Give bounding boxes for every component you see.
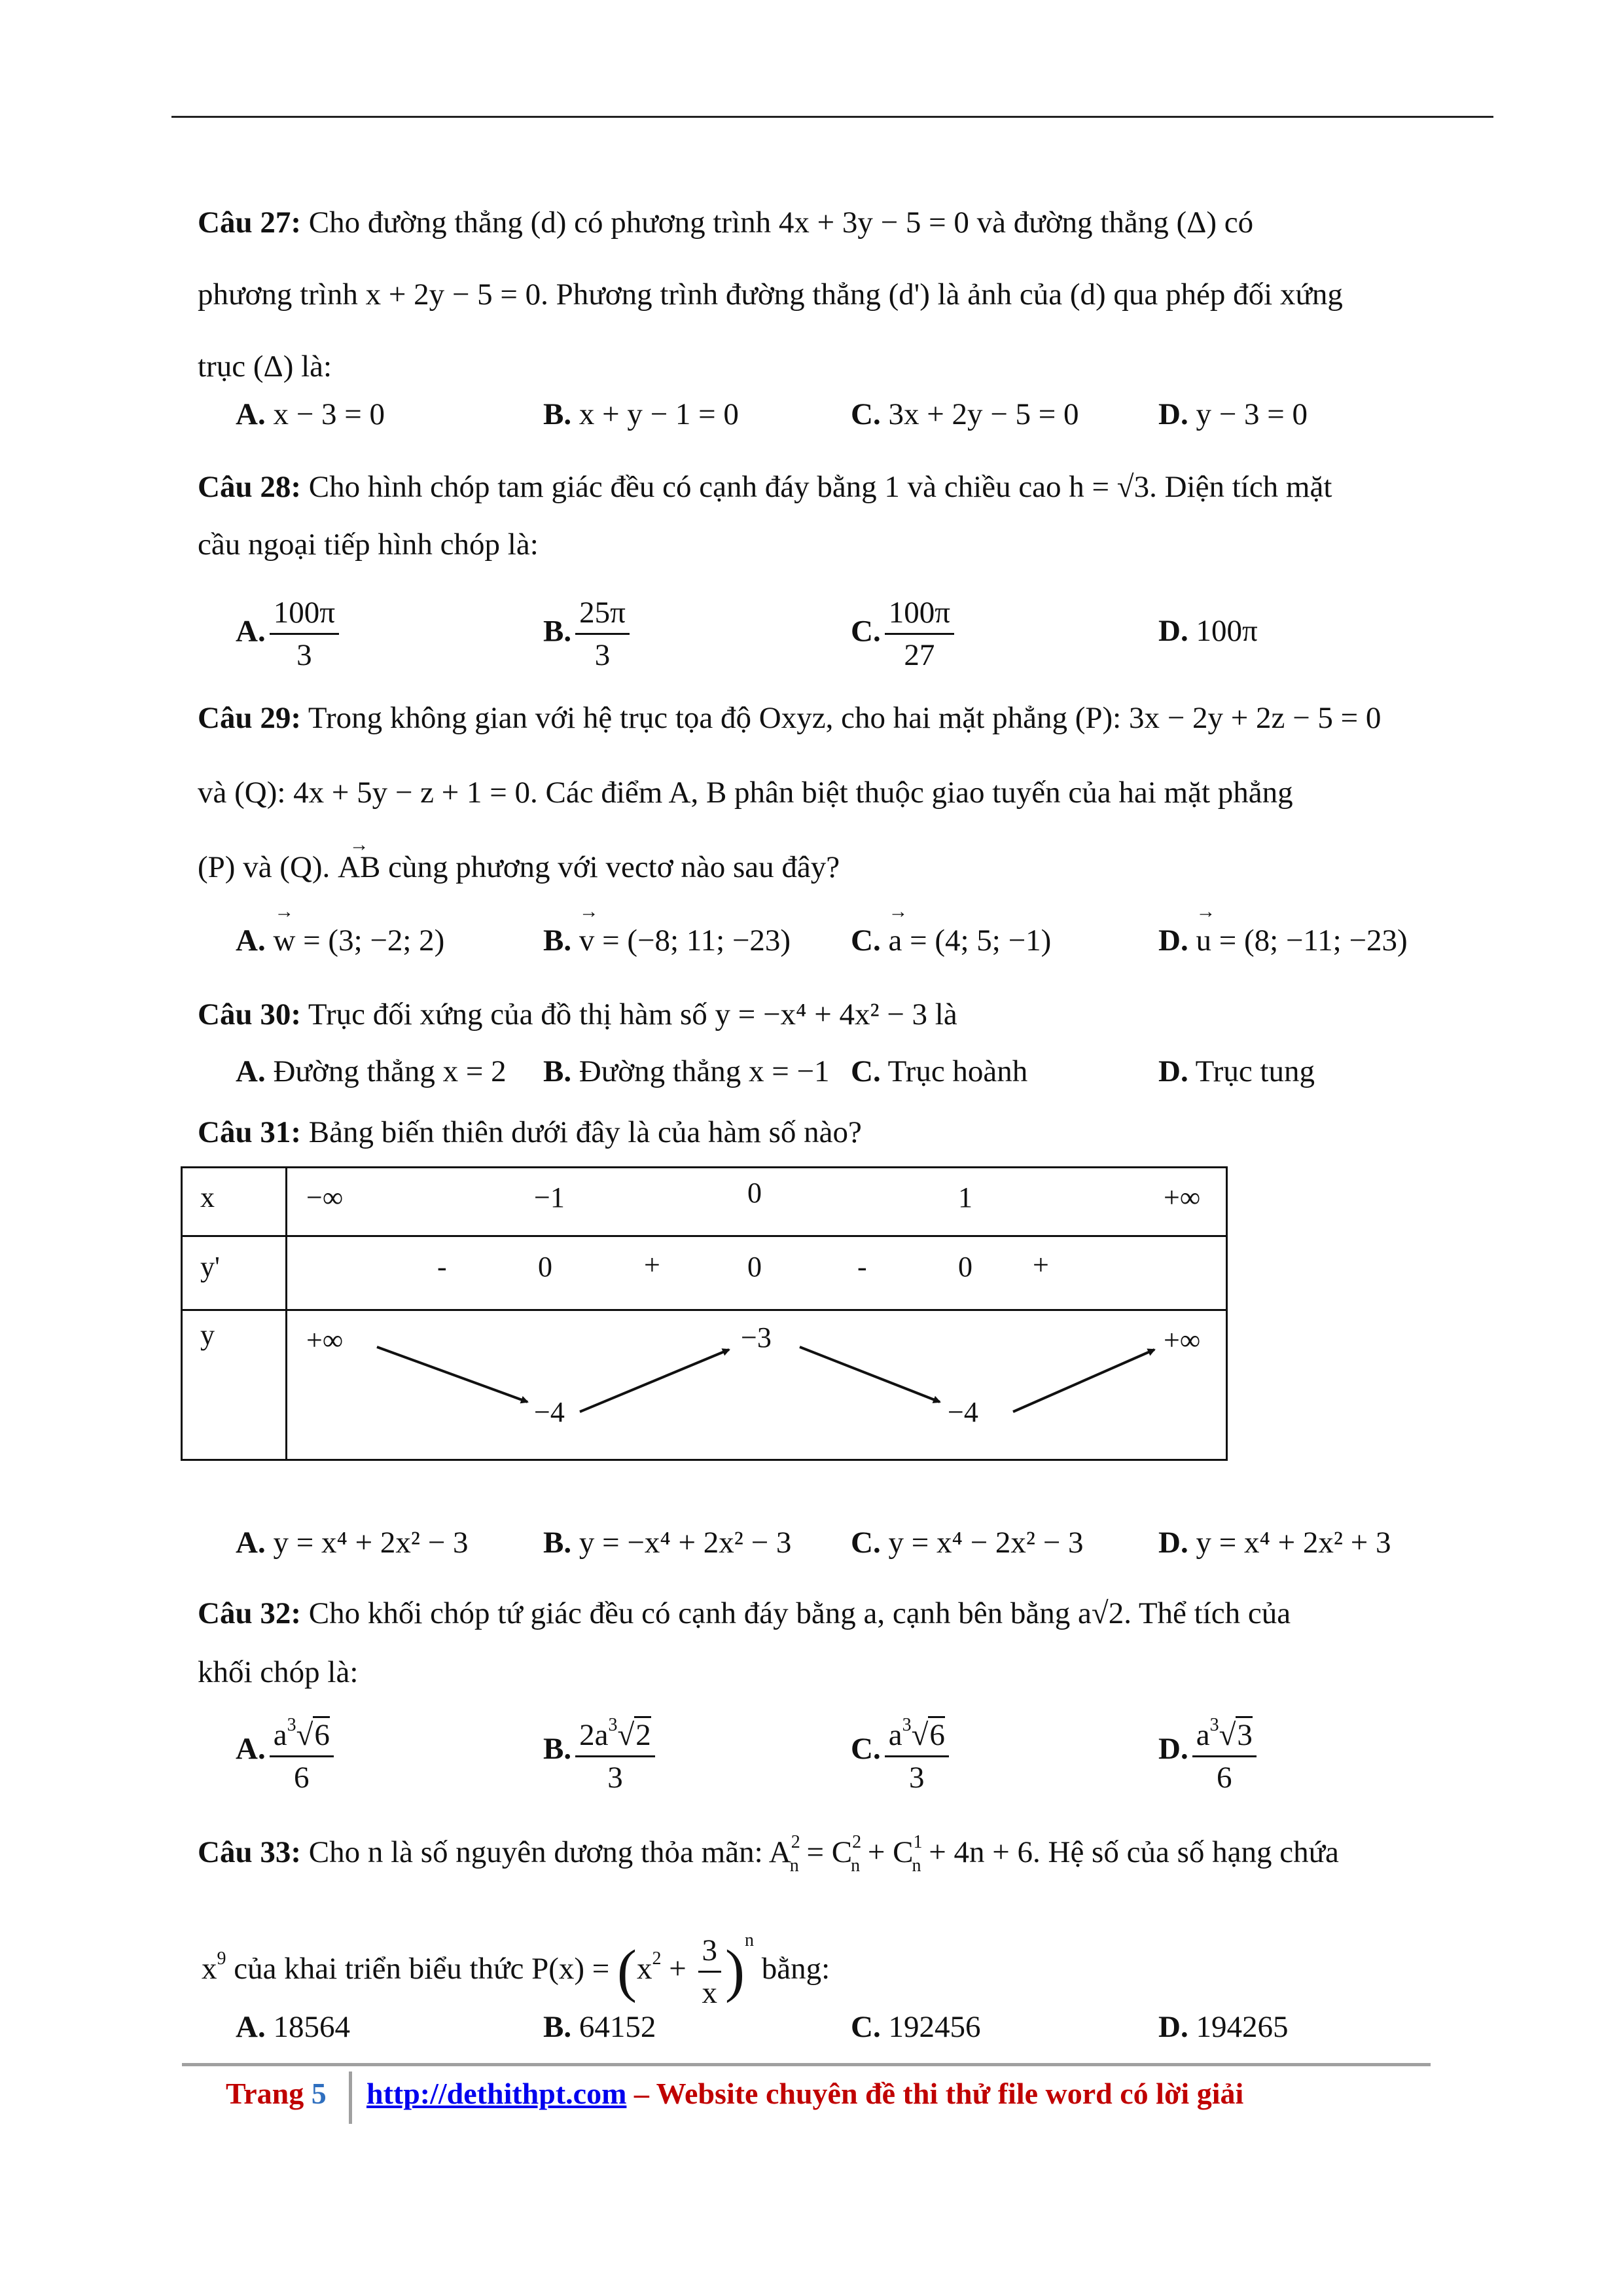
option-d[interactable]: D. Trục tung: [1158, 1054, 1315, 1088]
sign-cell: -: [857, 1251, 867, 1283]
sign-cell: +: [1033, 1249, 1049, 1281]
option-d[interactable]: D. $\frac{a^3√3}{6}$: [1158, 1705, 1260, 1798]
sign-cell: +: [644, 1249, 660, 1281]
option-a[interactable]: A. $\frac{a^3√6}{6}$: [236, 1705, 338, 1798]
question-text: cầu ngoại tiếp hình chóp là:: [198, 528, 539, 562]
question-text: Hệ số của số hạng chứa: [1048, 1835, 1339, 1869]
question-text: Bảng biến thiên dưới đây là của hàm số nào?: [308, 1115, 862, 1149]
question-text: khối chóp là:: [198, 1655, 359, 1689]
question-label: Câu 29:: [198, 701, 301, 735]
page-number: 5: [311, 2077, 327, 2110]
options-29: [236, 923, 1453, 982]
variation-table: [181, 1166, 1228, 1461]
fraction: $\frac{100\pi}{3}$: [270, 592, 339, 675]
option-a[interactable]: A. $\frac{100\pi}{3}$: [236, 592, 343, 675]
question-label: Câu 30:: [198, 997, 301, 1031]
footer-text: [366, 2076, 1243, 2111]
option-c[interactable]: C. Trục hoành: [851, 1054, 1028, 1088]
option-b[interactable]: B. y = −x⁴ + 2x² − 3: [543, 1526, 792, 1560]
option-d[interactable]: D. 100π: [1158, 614, 1258, 648]
increase-arrow: [1013, 1350, 1154, 1412]
footer-tagline: – Website chuyên đề thi thử file word có lời giải: [633, 2077, 1244, 2110]
question-label: Câu 27:: [198, 206, 301, 240]
y-value: +∞: [1164, 1324, 1201, 1356]
question-32: [198, 1584, 1425, 1702]
x-value: 1: [958, 1181, 972, 1213]
y-value: −4: [534, 1396, 565, 1428]
options-31: [236, 1525, 1453, 1584]
option-d[interactable]: D. 194265: [1158, 2010, 1289, 2044]
x-value: −∞: [306, 1181, 344, 1213]
question-27: [198, 187, 1425, 403]
question-label: Câu 32:: [198, 1596, 301, 1630]
variation-arrows: [181, 1166, 1228, 1461]
option-c[interactable]: C. $\frac{100\pi}{27}$: [851, 592, 958, 675]
fraction: $\frac{a^3√3}{6}$: [1192, 1705, 1257, 1798]
term: $x^9$: [202, 1948, 226, 1986]
header-rule: [171, 116, 1493, 118]
question-text: của khai triển biểu thức: [234, 1952, 524, 1986]
fraction: $\frac{a^3√6}{6}$: [270, 1705, 334, 1798]
footer-rule: [182, 2063, 1431, 2066]
y-value: −3: [741, 1321, 772, 1354]
options-33: [236, 2009, 1453, 2068]
option-a[interactable]: A. Đường thẳng x = 2: [236, 1054, 507, 1088]
option-c[interactable]: C. → a = (4; 5; −1): [851, 923, 1051, 958]
vector-ab: → AB: [338, 830, 380, 905]
question-33: [198, 1823, 1425, 1886]
question-text: bằng:: [761, 1952, 830, 1986]
option-c[interactable]: C. 3x + 2y − 5 = 0: [851, 397, 1079, 431]
options-32: [236, 1705, 1453, 1803]
option-a[interactable]: A. 18564: [236, 2010, 350, 2044]
option-b[interactable]: B. $\frac{2a^3√2}{3}$: [543, 1705, 659, 1798]
website-link[interactable]: http://dethithpt.com: [366, 2077, 627, 2110]
options-28: [236, 586, 1453, 684]
sign-cell: -: [437, 1251, 447, 1283]
option-b[interactable]: B. 64152: [543, 2010, 656, 2044]
option-c[interactable]: C. y = x⁴ − 2x² − 3: [851, 1526, 1084, 1560]
option-a[interactable]: A. y = x⁴ + 2x² − 3: [236, 1526, 469, 1560]
option-d[interactable]: D. y = x⁴ + 2x² + 3: [1158, 1526, 1391, 1560]
equation: $A^2_n = C^2_n + C^1_n + 4n + 6$.: [768, 1832, 1041, 1876]
row-label-y: y: [200, 1319, 215, 1351]
question-33-line2: [202, 1921, 1429, 2013]
question-text: Trục đối xứng của đồ thị hàm số y = −x⁴ + 4x² − 3 là: [308, 997, 957, 1031]
question-29: Câu 29: Trong không gian với hệ trục tọa độ Oxyz, cho hai mặt phẳng (P): 3x − 2y + 2z − 5 = 0 và (Q): 4x + 5y − z + 1 = 0. Các điểm A, B phân biệt thuộc giao tuyến của hai mặt phẳng (P) và (Q). → AB cùng phương với vectơ nào sau đây?: [198, 681, 1425, 905]
question-text: Cho khối chóp tứ giác đều có cạnh đáy bằng a, cạnh bên bằng a√2. Thể tích của: [308, 1596, 1291, 1630]
option-c[interactable]: C. $\frac{a^3√6}{3}$: [851, 1705, 953, 1798]
option-c[interactable]: C. 192456: [851, 2010, 981, 2044]
fraction: $\frac{100\pi}{27}$: [885, 592, 954, 675]
row-label-x: x: [200, 1181, 215, 1213]
fraction: $\frac{a^3√6}{3}$: [885, 1705, 949, 1798]
options-27: [236, 397, 1453, 456]
sign-cell: 0: [958, 1251, 972, 1283]
question-text: và (Q): 4x + 5y − z + 1 = 0. Các điểm A, B phân biệt thuộc giao tuyến của hai mặt phẳng: [198, 776, 1293, 810]
question-30: [198, 978, 1425, 1050]
x-value: +∞: [1164, 1181, 1201, 1213]
option-d[interactable]: D. → u = (8; −11; −23): [1158, 923, 1408, 958]
question-label: Câu 31:: [198, 1115, 301, 1149]
y-value: +∞: [306, 1324, 344, 1356]
option-b[interactable]: B. x + y − 1 = 0: [543, 397, 739, 431]
question-text: Trong không gian với hệ trục tọa độ Oxyz, cho hai mặt phẳng (P): 3x − 2y + 2z − 5 = 0: [308, 701, 1382, 735]
question-text: Cho n là số nguyên dương thỏa mãn:: [308, 1835, 763, 1869]
x-value: 0: [747, 1177, 762, 1209]
question-text: Cho hình chóp tam giác đều có cạnh đáy bằng 1 và chiều cao h = √3. Diện tích mặt: [308, 470, 1332, 504]
x-value: −1: [534, 1181, 565, 1213]
option-b[interactable]: B. $\frac{25\pi}{3}$: [543, 592, 633, 675]
option-a[interactable]: A. x − 3 = 0: [236, 397, 385, 431]
option-a[interactable]: A. → w = (3; −2; 2): [236, 923, 444, 958]
page-indicator: Trang 5: [226, 2077, 327, 2110]
fraction: $\frac{25\pi}{3}$: [575, 592, 630, 675]
question-text: phương trình x + 2y − 5 = 0. Phương trình đường thẳng (d') là ảnh của (d) qua phép đối xứng: [198, 278, 1343, 312]
footer-separator: [349, 2072, 352, 2124]
option-b[interactable]: B. Đường thẳng x = −1: [543, 1054, 830, 1088]
expression: $P(x) = (x^2$ + $\frac{3}{x}$ )$^n$: [531, 1930, 755, 2010]
row-label-yprime: y': [200, 1251, 220, 1283]
question-label: Câu 28:: [198, 470, 301, 504]
question-31: [198, 1096, 1425, 1168]
decrease-arrow: [800, 1347, 940, 1402]
y-value: −4: [948, 1396, 978, 1428]
option-b[interactable]: B. → v = (−8; 11; −23): [543, 923, 791, 958]
sign-cell: 0: [538, 1251, 552, 1283]
decrease-arrow: [377, 1347, 527, 1402]
sign-cell: 0: [747, 1251, 762, 1283]
increase-arrow: [580, 1350, 729, 1412]
question-label: Câu 33:: [198, 1835, 301, 1869]
question-text: Cho đường thẳng (d) có phương trình 4x + 3y − 5 = 0 và đường thẳng (Δ) có: [308, 206, 1254, 240]
fraction: $\frac{2a^3√2}{3}$: [575, 1705, 655, 1798]
question-28: [198, 458, 1425, 573]
option-d[interactable]: D. y − 3 = 0: [1158, 397, 1308, 431]
question-text: trục (Δ) là:: [198, 350, 332, 384]
